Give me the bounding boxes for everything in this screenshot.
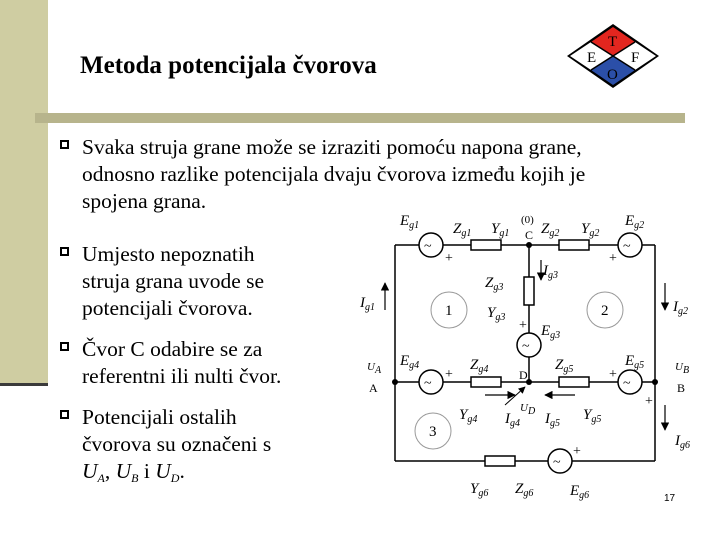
- label-loop1: 1: [445, 303, 453, 319]
- page-number: 17: [664, 493, 676, 504]
- square-bullet-icon: [60, 410, 70, 420]
- impedance-zg1: [471, 240, 501, 250]
- label-yg4: $Y_{g4}$: [459, 407, 478, 425]
- logo-letter-o: O: [607, 67, 618, 83]
- bullet-line: potencijali čvorova.: [82, 296, 253, 320]
- label-c-zero: (0): [521, 214, 534, 226]
- svg-text:~: ~: [522, 339, 530, 354]
- bullet-line: čvorova su označeni s: [82, 432, 272, 456]
- square-bullet-icon: [60, 342, 70, 352]
- bullet-line: spojena grana.: [82, 189, 207, 213]
- svg-text:~: ~: [424, 376, 432, 391]
- svg-text:~: ~: [623, 376, 631, 391]
- label-zg3: $Z_{g3}$: [485, 275, 504, 293]
- label-b: B: [677, 381, 686, 395]
- label-yg6: $Y_{g6}$: [470, 481, 489, 499]
- label-a: A: [369, 381, 378, 395]
- bullet-line: referentni ili nulti čvor.: [82, 364, 282, 388]
- logo-letter-t: T: [608, 34, 618, 50]
- label-yg3: $Y_{g3}$: [487, 305, 506, 323]
- bullet-line: odnosno razlike potencijala dvaju čvorova između kojih je: [82, 162, 586, 186]
- label-loop3: 3: [429, 424, 437, 440]
- title-rule: [35, 113, 685, 123]
- label-ig4: $I_{g4}$: [505, 411, 520, 429]
- bullet-line: Umjesto nepoznatih: [82, 242, 255, 266]
- label-zg1: $Z_{g1}$: [453, 221, 472, 239]
- bullet-line: Svaka struja grane može se izraziti pomoću napona grane,: [82, 135, 582, 159]
- slide-title: Metoda potencijala čvorova: [80, 52, 377, 79]
- label-eg1: $E_{g1}$: [400, 213, 420, 231]
- square-bullet-icon: [60, 247, 70, 257]
- impedance-zg3: [524, 277, 534, 305]
- label-ig6: $I_{g6}$: [675, 433, 690, 451]
- svg-text:~: ~: [623, 239, 631, 254]
- label-zg6: $Z_{g6}$: [515, 481, 534, 499]
- slide-sidebar: [0, 0, 48, 385]
- impedance-zg5: [559, 377, 589, 387]
- bullet-line: struja grana uvode se: [82, 269, 265, 293]
- label-eg3: $E_{g3}$: [541, 323, 561, 341]
- sidebar-divider: [0, 383, 48, 386]
- label-d: D: [519, 368, 528, 382]
- square-bullet-icon: [60, 140, 70, 150]
- impedance-zg4: [471, 377, 501, 387]
- label-plus: +: [645, 394, 653, 409]
- label-yg5: $Y_{g5}$: [583, 407, 602, 425]
- label-plus: +: [573, 444, 581, 459]
- logo-letter-e: E: [587, 50, 597, 66]
- label-ig1: $I_{g1}$: [360, 295, 375, 313]
- bullet-line: Čvor C odabire se za: [82, 337, 263, 361]
- svg-text:~: ~: [553, 455, 561, 470]
- label-yg1: $Y_{g1}$: [491, 221, 510, 239]
- bullet-line: Potencijali ostalih: [82, 405, 237, 429]
- label-ub: UB: [675, 361, 690, 376]
- label-eg6: $E_{g6}$: [570, 483, 590, 501]
- svg-text:~: ~: [424, 239, 432, 254]
- circuit-diagram: [355, 205, 695, 505]
- label-ud: UD: [520, 402, 536, 417]
- impedance-zg6: [485, 456, 515, 466]
- label-ua: UA: [367, 361, 382, 376]
- label-plus: +: [445, 367, 453, 382]
- label-plus: +: [609, 251, 617, 266]
- label-eg4: $E_{g4}$: [400, 353, 420, 371]
- logo-letter-f: F: [631, 50, 640, 66]
- label-plus: +: [609, 367, 617, 382]
- label-eg5: $E_{g5}$: [625, 353, 645, 371]
- label-yg2: $Y_{g2}$: [581, 221, 600, 239]
- label-ig2: $I_{g2}$: [673, 299, 688, 317]
- label-loop2: 2: [601, 303, 609, 319]
- label-zg5: $Z_{g5}$: [555, 357, 574, 375]
- label-eg2: $E_{g2}$: [625, 213, 645, 231]
- label-ig3: $I_{g3}$: [543, 263, 558, 281]
- label-plus: +: [519, 318, 527, 333]
- label-c: C: [525, 228, 534, 242]
- impedance-zg2: [559, 240, 589, 250]
- bullet-line: $U_A$, $U_B$ i $U_D$.: [82, 459, 185, 485]
- etf-logo: [565, 22, 661, 90]
- label-zg2: $Z_{g2}$: [541, 221, 560, 239]
- label-plus: +: [445, 251, 453, 266]
- label-ig5: $I_{g5}$: [545, 411, 560, 429]
- label-zg4: $Z_{g4}$: [470, 357, 489, 375]
